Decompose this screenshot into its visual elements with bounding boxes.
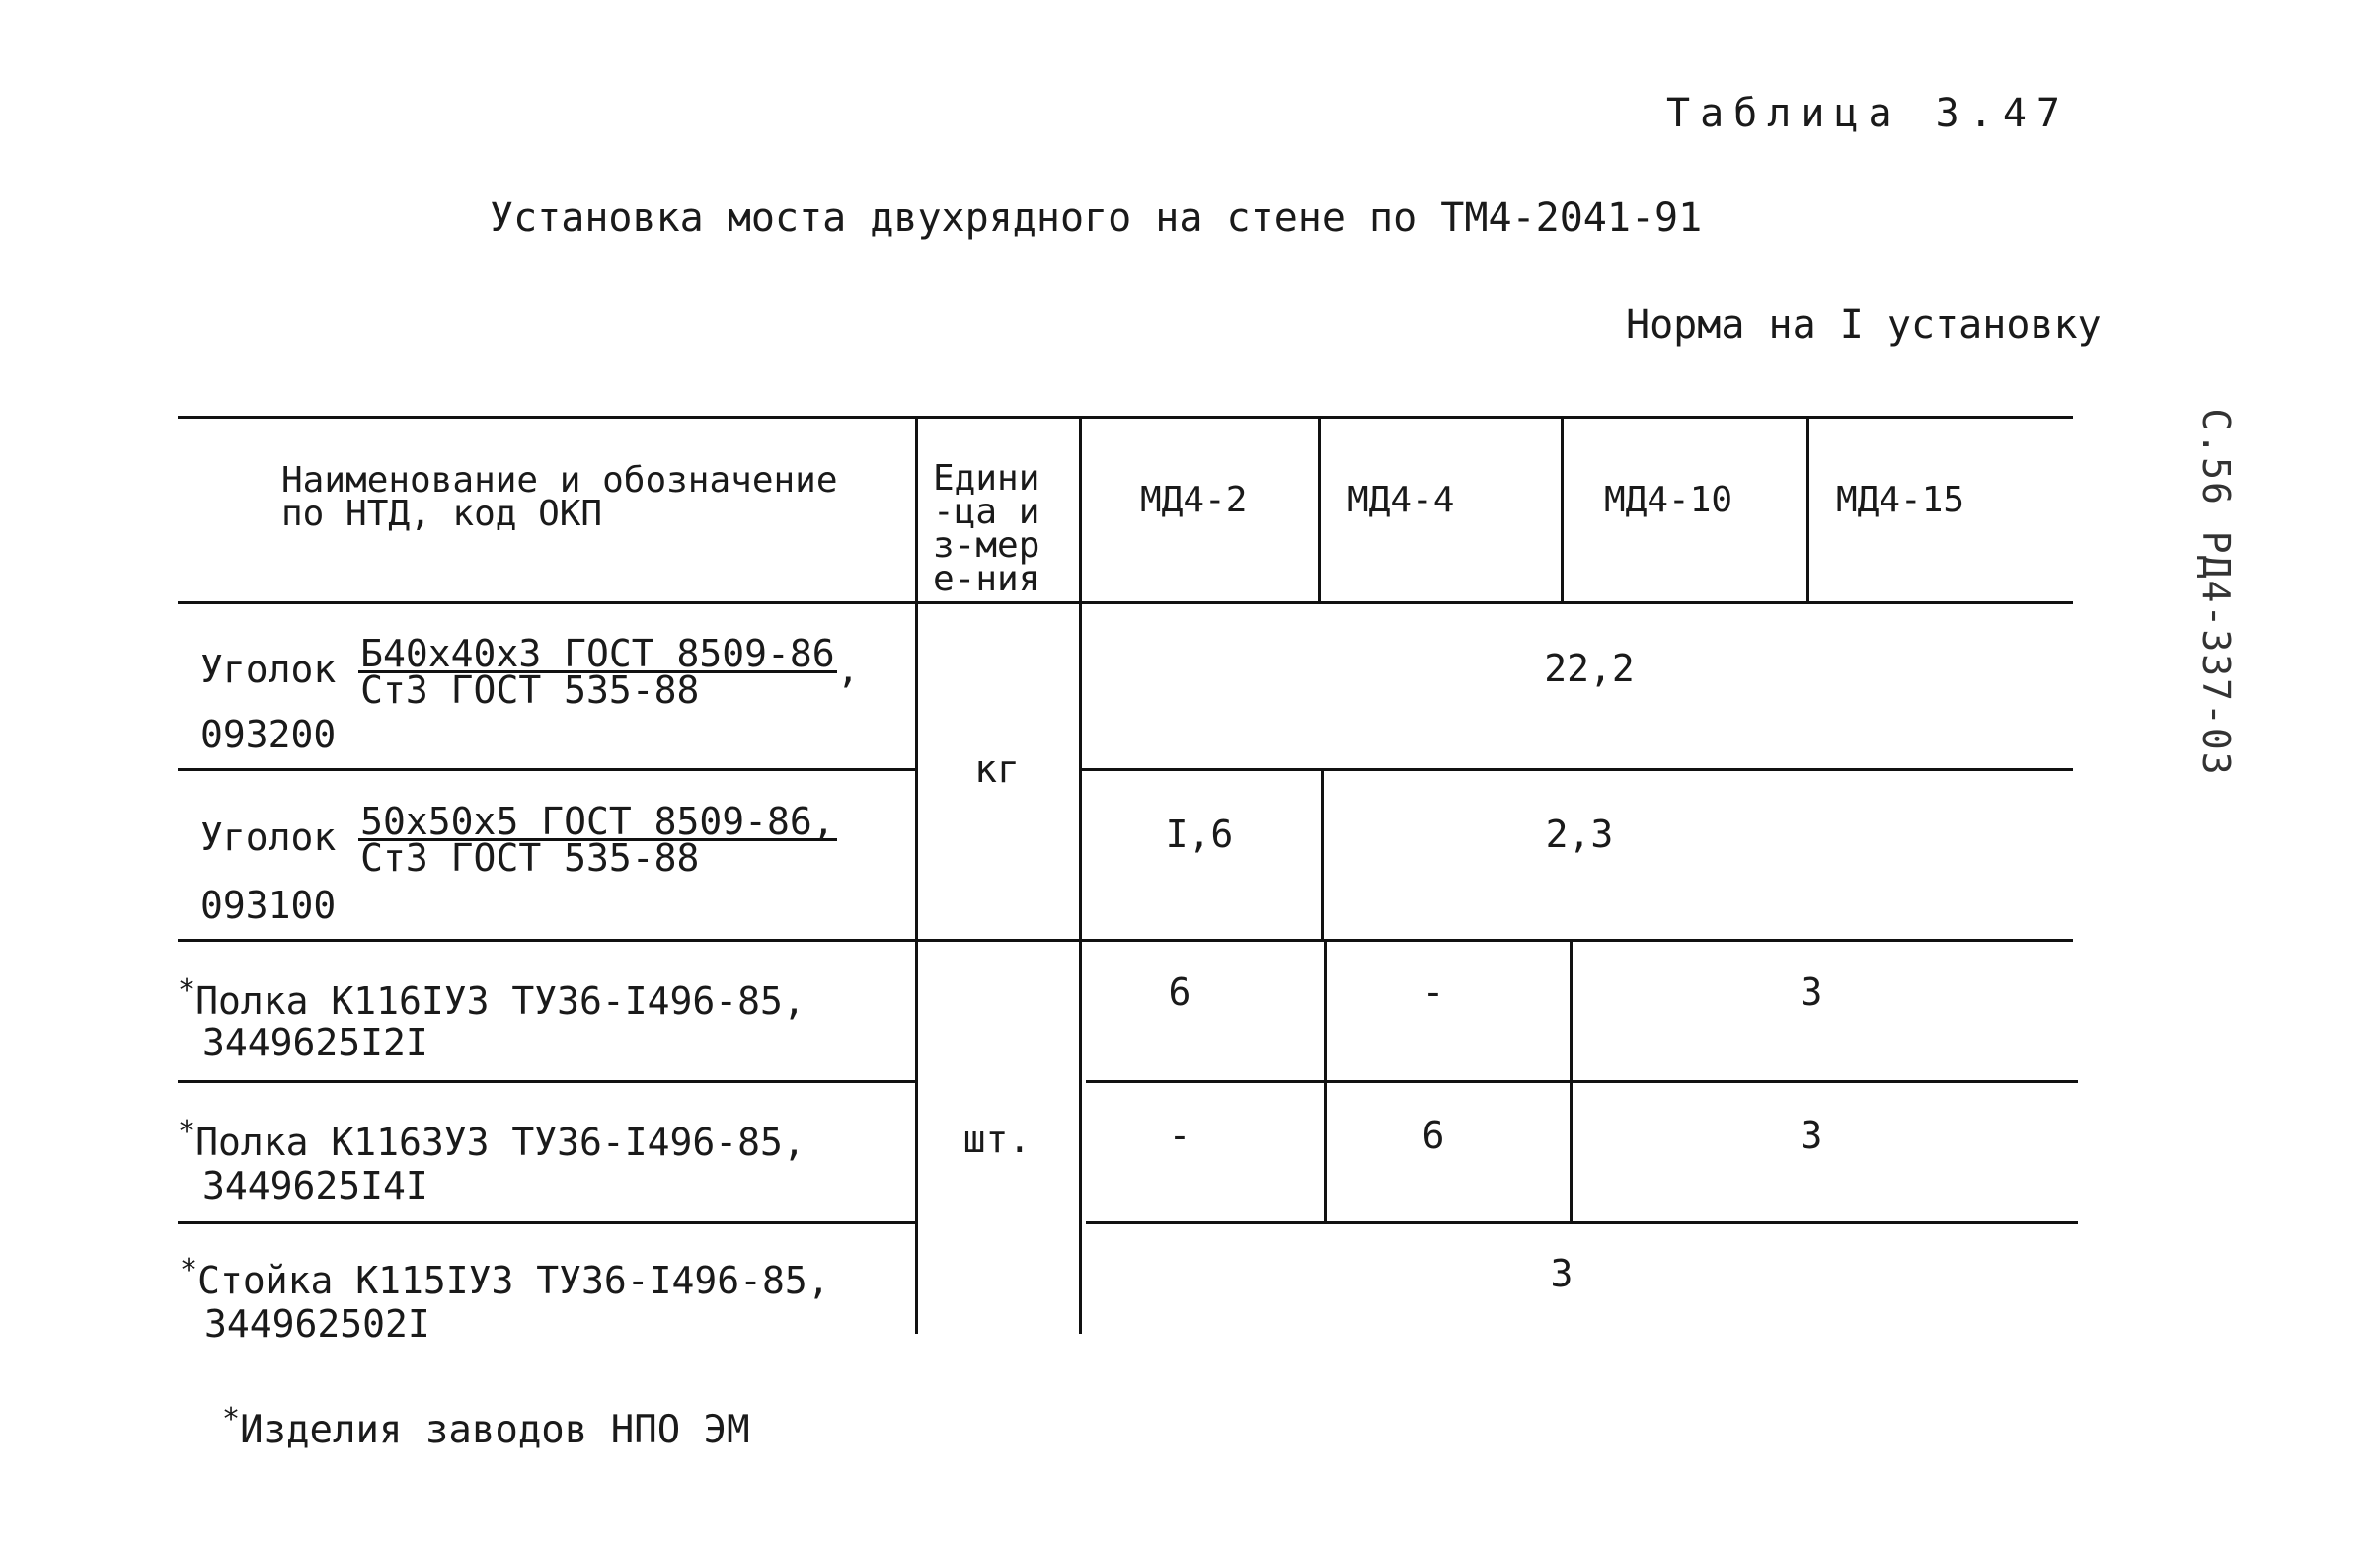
row1-bottom-border-values: [1081, 768, 2073, 771]
row4-name: [178, 1114, 806, 1164]
unit-kg: кг: [974, 747, 1020, 791]
row3-value-md4-2: 6: [1168, 971, 1191, 1014]
row1-frac-bottom: Ст3 ГОСТ 535-88: [360, 668, 700, 712]
row2-code: 093100: [200, 884, 337, 927]
table-caption: Таблица 3.47: [1666, 91, 2070, 136]
row2-frac-top: 50х50х5 ГОСТ 8509-86,: [360, 800, 835, 843]
row1-bottom-border: [178, 768, 918, 771]
col-header-md4-15: МД4-15: [1836, 480, 1965, 520]
col-header-md4-2: МД4-2: [1140, 480, 1248, 520]
row4-star: *: [178, 1115, 196, 1149]
footnote-star: *: [222, 1402, 241, 1437]
row1-frac-top: Б40х40х3 ГОСТ 8509-86: [360, 632, 835, 675]
footnote-text: Изделия заводов НПО ЭМ: [240, 1408, 750, 1452]
row3-bottom-border-values: [1086, 1080, 2078, 1083]
unit-col-left-border: [915, 416, 918, 1334]
row1-fraction: [358, 632, 836, 712]
row3-star: *: [178, 973, 196, 1008]
row3-code: 3449625I2I: [202, 1021, 428, 1064]
row3-value-md4-4: -: [1421, 971, 1445, 1014]
row2-fraction: [358, 800, 836, 880]
norm-label: Норма на I установку: [1626, 302, 2102, 348]
col-header-name: Наименование и обозначение по НТД, код ОКП: [281, 460, 838, 534]
row1-code: 093200: [200, 713, 337, 756]
row4-value-rest: 3: [1800, 1114, 1823, 1157]
header-divider-1: [1318, 416, 1321, 603]
row4-value-md4-2: -: [1168, 1114, 1191, 1157]
row1-suffix: ,: [836, 648, 860, 691]
row2-value-rest: 2,3: [1545, 813, 1614, 856]
row4-value-md4-4: 6: [1421, 1114, 1445, 1157]
row1-value: 22,2: [1544, 647, 1635, 690]
row5-code: 344962502I: [204, 1302, 430, 1346]
table-top-border: [178, 416, 2073, 419]
row5-name: [180, 1252, 830, 1302]
row2-frac-bottom: Ст3 ГОСТ 535-88: [360, 836, 700, 880]
row2-name: [200, 800, 837, 880]
page-title: Установка моста двухрядного на стене по ТМ4-2041-91: [490, 195, 1703, 241]
row5-text: Стойка К115IУЗ ТУ36-I496-85,: [197, 1259, 830, 1302]
header-divider-3: [1806, 416, 1809, 603]
col-header-unit: Едини-ца из-мере-ния: [933, 458, 1040, 599]
row5-value: 3: [1550, 1252, 1574, 1295]
side-document-code: С.56 РД4-337-03: [2194, 408, 2238, 777]
footnote: [222, 1402, 750, 1452]
row3-text: Полка К116IУЗ ТУ36-I496-85,: [195, 979, 806, 1023]
row2-bottom-border: [178, 939, 2073, 942]
row2-prefix: Уголок: [200, 816, 337, 859]
values-left-border: [1079, 416, 1082, 1334]
row4-bottom-border: [178, 1221, 918, 1224]
row4-code: 3449625I4I: [202, 1164, 428, 1207]
col-header-md4-10: МД4-10: [1604, 480, 1733, 520]
header-divider-2: [1561, 416, 1564, 603]
row3-name: [178, 972, 806, 1023]
row3-value-rest: 3: [1800, 971, 1823, 1014]
row4-bottom-border-values: [1086, 1221, 2078, 1224]
row1-prefix: Уголок: [200, 648, 337, 691]
col-header-md4-4: МД4-4: [1347, 480, 1455, 520]
row1-name: [200, 632, 860, 712]
unit-pcs: шт.: [962, 1118, 1032, 1161]
row2-value-md4-2: I,6: [1165, 813, 1234, 856]
row4-text: Полка К1163УЗ ТУ36-I496-85,: [195, 1121, 806, 1164]
rows34-divider-2: [1570, 939, 1573, 1223]
header-bottom-border: [178, 601, 2073, 604]
row3-bottom-border: [178, 1080, 918, 1083]
row2-divider: [1321, 768, 1324, 941]
row5-star: *: [180, 1253, 198, 1287]
rows34-divider-1: [1324, 939, 1327, 1223]
